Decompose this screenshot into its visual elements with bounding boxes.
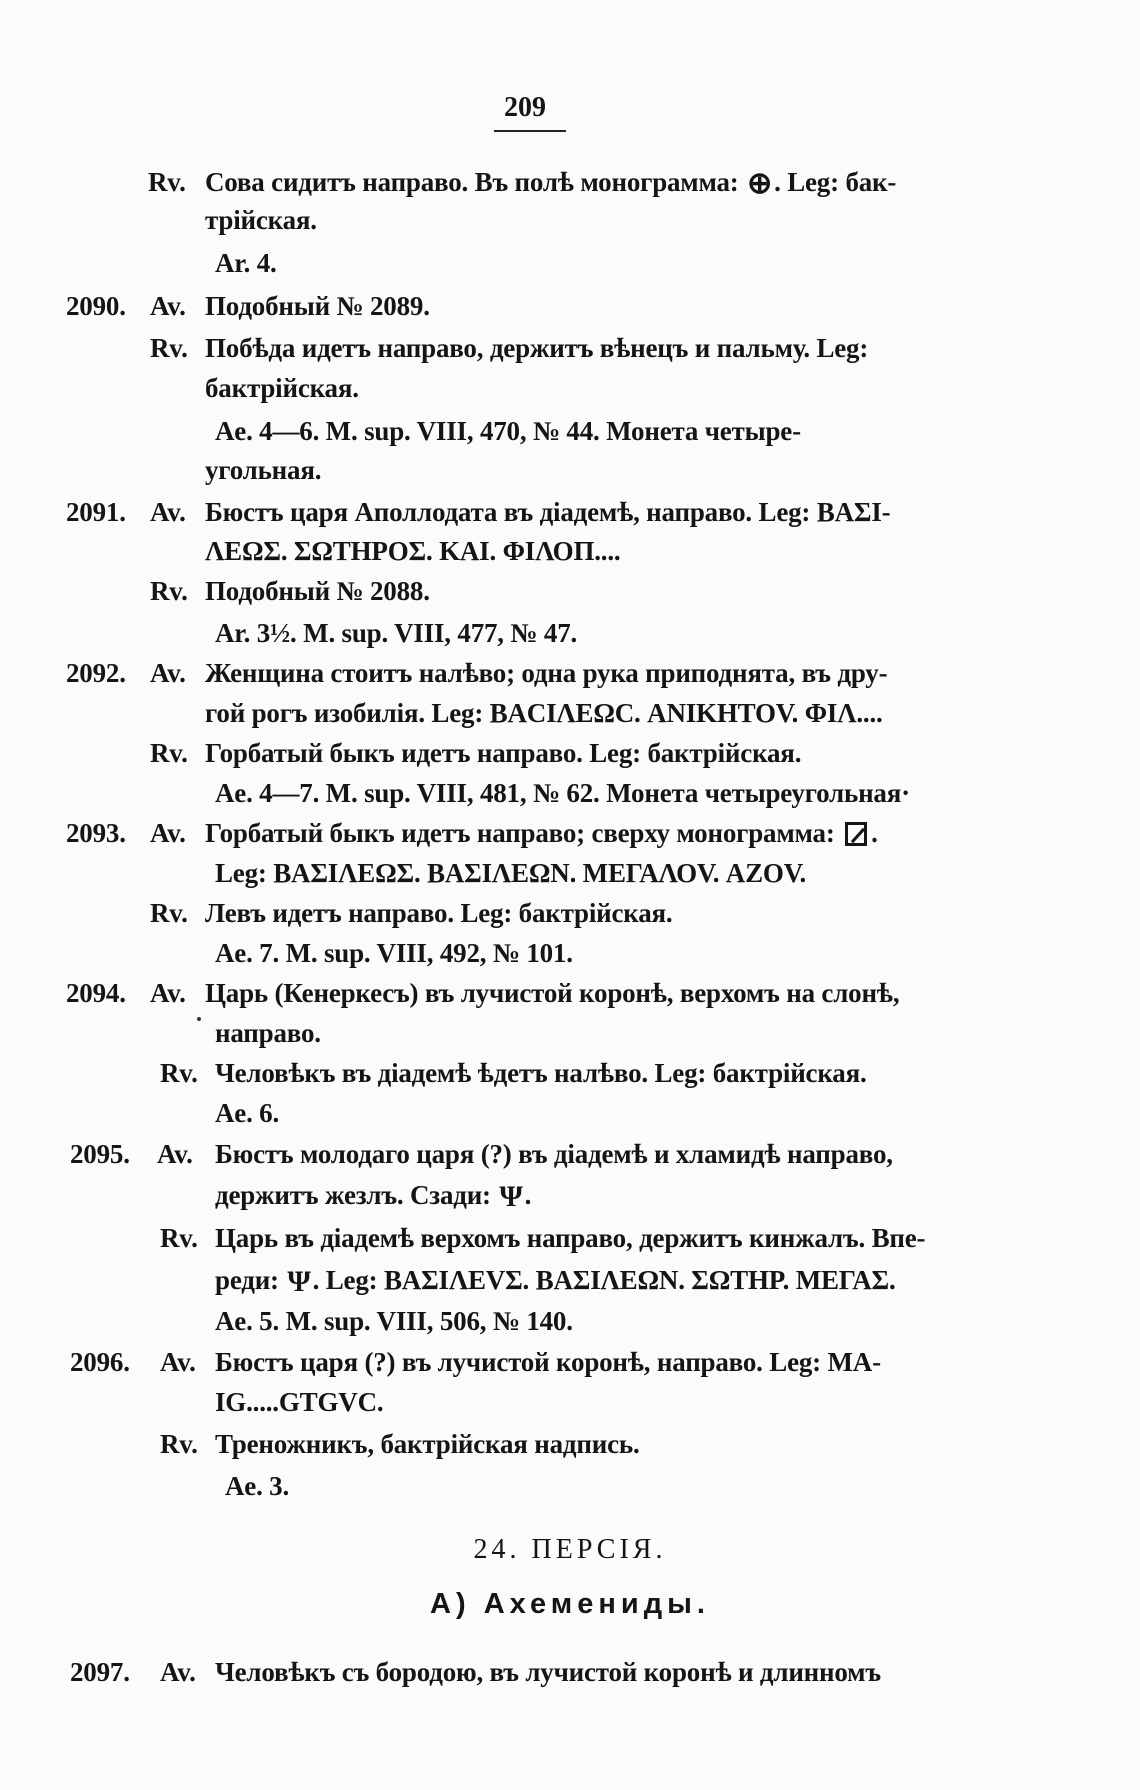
page-number: 209 [504, 92, 546, 123]
av-text: Женщина стоитъ налѣво; одна рука приподнята, въ дру- [205, 658, 888, 688]
rv-text: Левъ идетъ направо. Leg: бактрiйская. [205, 898, 673, 928]
entry-number: 2094. [66, 978, 126, 1008]
entry-2090-metal-line1: Ae. 4—6. M. sup. VIII, 470, № 44. Монета четыре- [215, 416, 801, 446]
av-text-part: Горбатый быкъ идетъ направо; сверху монограмма: [205, 818, 835, 848]
rv-label: Rv. [150, 333, 188, 363]
trident-monogram-icon: Ψ [499, 1180, 523, 1213]
entry-2089-metal: Ar. 4. [215, 248, 277, 278]
entry-2092-metal: Ae. 4—7. M. sup. VIII, 481, № 62. Монета четыреугольная· [215, 778, 910, 808]
rv-text: Побѣда идетъ направо, держитъ вѣнецъ и пальму. Leg: [205, 333, 869, 363]
rv-text: Треножникъ, бактрiйская надпись. [215, 1429, 640, 1459]
print-speck [197, 1017, 201, 1021]
entry-2089-rv-line2: трiйская. [205, 205, 317, 235]
rv-label: Rv. [148, 167, 186, 197]
av-text: Подобный № 2089. [205, 291, 430, 321]
rv-label: Rv. [160, 1223, 198, 1253]
entry-number: 2097. [70, 1657, 130, 1687]
rv-text-part: . Leg: ΒΑΣΙΛΕVΣ. ΒΑΣΙΛΕΩΝ. ΣΩΤΗΡ. ΜΕΓΑΣ. [312, 1265, 896, 1295]
av-text: Бюстъ молодаго царя (?) въ дiадемѣ и хламидѣ направо, [215, 1139, 893, 1169]
rv-label: Rv. [150, 576, 188, 606]
entry-number: 2091. [66, 497, 126, 527]
rv-text-part: Сова сидитъ направо. Въ полѣ монограмма: [205, 167, 739, 197]
av-label: Av. [150, 978, 186, 1008]
section-heading: 24. ПЕРСIЯ. [473, 1534, 667, 1565]
av-label: Av. [150, 658, 186, 688]
av-text-part: . [871, 818, 878, 848]
av-text: Бюстъ царя Аполлодата въ дiадемѣ, направо. Leg: ΒΑΣΙ- [205, 497, 891, 527]
entry-2094-metal: Ae. 6. [215, 1098, 280, 1128]
rv-label: Rv. [150, 898, 188, 928]
rv-text: Подобный № 2088. [205, 576, 430, 606]
entry-2091-av-line2: ΛΕΩΣ. ΣΩΤΗΡΟΣ. ΚΑΙ. ΦΙΛΟΠ.... [205, 536, 621, 566]
entry-2093-av-line2: Leg: ΒΑΣΙΛΕΩΣ. ΒΑΣΙΛΕΩΝ. ΜΕΓΑΛΟV. ΑΖΟV. [215, 858, 807, 888]
rv-text: Царь въ дiадемѣ верхомъ направо, держитъ кинжалъ. Впе- [215, 1223, 926, 1253]
entry-2092-av-line2: гой рогъ изобилiя. Leg: ΒΑCΙΛΕΩC. ΑΝΙΚΗΤΟV. ΦΙΛ.... [205, 698, 883, 728]
rv-text-part: . Leg: бак- [774, 167, 897, 197]
av-label: Av. [150, 291, 186, 321]
av-text-part: . [524, 1180, 532, 1210]
av-label: Av. [160, 1347, 196, 1377]
entry-2095-metal: Ae. 5. M. sup. VIII, 506, № 140. [215, 1306, 573, 1336]
av-text-part: держитъ жезлъ. Сзади: [215, 1180, 491, 1210]
trident-monogram-icon: Ψ [287, 1265, 311, 1298]
monogram-icon: ⊕ [747, 167, 773, 200]
rv-text [205, 164, 896, 202]
entry-number: 2096. [70, 1347, 130, 1377]
entry-number: 2095. [70, 1139, 130, 1169]
av-label: Av. [160, 1657, 196, 1687]
monogram-icon [845, 822, 867, 846]
rv-text: Горбатый быкъ идетъ направо. Leg: бактрiйская. [205, 738, 802, 768]
rv-text: Человѣкъ въ дiадемѣ ѣдетъ налѣво. Leg: бактрiйская. [215, 1058, 867, 1088]
entry-2096-metal: Ae. 3. [225, 1471, 290, 1501]
rv-label: Rv. [160, 1429, 198, 1459]
section-subheading: А) Ахемениды. [430, 1588, 710, 1620]
entry-2094-av-line2: направо. [215, 1018, 321, 1048]
entry-2096-av-line2: IG.....GTGVC. [215, 1387, 384, 1417]
av-text [205, 815, 878, 851]
entry-2093-metal: Ae. 7. M. sup. VIII, 492, № 101. [215, 938, 573, 968]
entry-number: 2092. [66, 658, 126, 688]
entry-2095-av-line2 [215, 1177, 531, 1215]
entry-2090-metal-line2: угольная. [205, 455, 322, 485]
entry-2091-metal: Ar. 3½. M. sup. VIII, 477, № 47. [215, 618, 578, 648]
av-text: Человѣкъ съ бородою, въ лучистой коронѣ и длинномъ [215, 1657, 881, 1687]
entry-number: 2093. [66, 818, 126, 848]
rv-text-part: реди: [215, 1265, 279, 1295]
entry-2095-rv-line2 [215, 1262, 896, 1300]
rv-label: Rv. [160, 1058, 198, 1088]
av-label: Av. [150, 818, 186, 848]
av-label: Av. [157, 1139, 193, 1169]
entry-number: 2090. [66, 291, 126, 321]
rv-label: Rv. [150, 738, 188, 768]
page-number-rule [494, 130, 566, 132]
av-label: Av. [150, 497, 186, 527]
entry-2090-rv-line2: бактрiйская. [205, 373, 359, 403]
av-text: Бюстъ царя (?) въ лучистой коронѣ, направо. Leg: MA- [215, 1347, 881, 1377]
av-text: Царь (Кенеркесъ) въ лучистой коронѣ, верхомъ на слонѣ, [205, 978, 900, 1008]
